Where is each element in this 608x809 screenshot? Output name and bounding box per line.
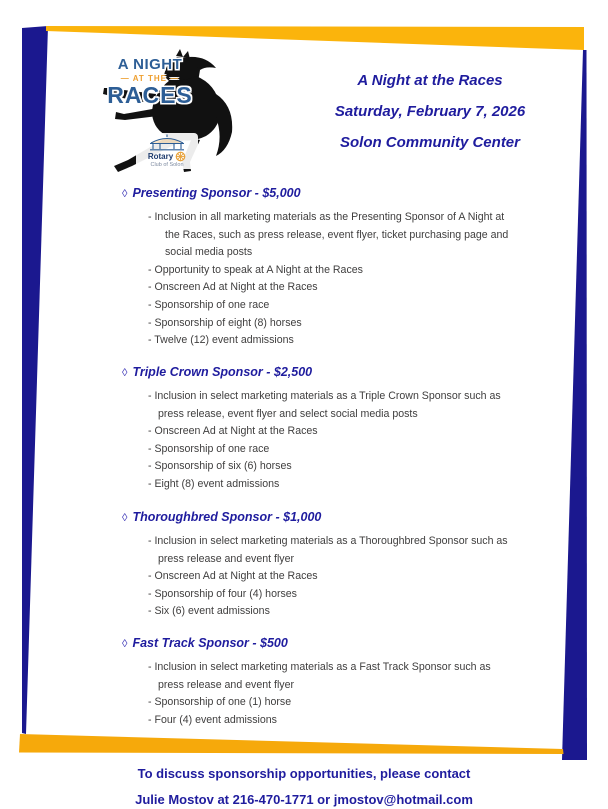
contact-details: Julie Mostov at 216-470-1771 or jmostov@hotmail.com: [135, 792, 473, 807]
section-title: [122, 186, 592, 200]
benefit-line: social media posts: [165, 246, 253, 259]
benefit-line: - Inclusion in select marketing materials as a Thoroughbred Sponsor such as: [148, 535, 508, 547]
section-title-text: Presenting Sponsor - $5,000: [132, 186, 301, 200]
benefit-list: [122, 388, 592, 494]
benefit-line: the Races, such as press release, event flyer, ticket purchasing page and: [165, 228, 509, 241]
benefit-list: [122, 209, 592, 350]
benefit-line: - Inclusion in select marketing materials as a Triple Crown Sponsor such as: [148, 390, 501, 402]
benefit-line: - Eight (8) event admissions: [148, 477, 280, 490]
diamond-bullet-icon: ◊: [122, 367, 128, 379]
benefit-line: - Opportunity to speak at A Night at the Races: [148, 263, 363, 276]
benefit-line: press release and event flyer: [158, 678, 295, 691]
rotary-club-emblem: [136, 133, 198, 169]
logo-wordmark: [102, 56, 198, 109]
diamond-bullet-icon: ◊: [122, 188, 128, 200]
diamond-bullet-icon: ◊: [122, 638, 128, 650]
benefit-line: press release and event flyer: [158, 552, 295, 565]
gazebo-icon: [146, 134, 188, 151]
sponsor-section: [122, 365, 592, 494]
section-title: [122, 636, 592, 650]
benefit-line: - Onscreen Ad at Night at the Races: [148, 281, 318, 294]
event-title: A Night at the Races: [357, 72, 503, 89]
sponsor-section: [122, 510, 592, 621]
benefit-line: - Twelve (12) event admissions: [148, 334, 294, 347]
sponsor-section: [122, 186, 592, 350]
benefit-list: [122, 533, 592, 621]
benefit-list: [122, 659, 592, 729]
contact-intro: To discuss sponsorship opportunities, please contact: [137, 766, 471, 781]
logo-line-a-night: A NIGHT: [117, 56, 183, 73]
benefit-line: - Sponsorship of eight (8) horses: [148, 316, 302, 329]
benefit-line: - Six (6) event admissions: [148, 605, 270, 618]
benefit-line: press release, event flyer and select social media posts: [158, 407, 418, 420]
event-logo: [88, 44, 238, 176]
diamond-bullet-icon: ◊: [122, 512, 128, 524]
rotary-label: Rotary: [147, 152, 174, 161]
rotary-club-name: Club of Solon: [150, 162, 184, 168]
event-header: [322, 72, 538, 165]
benefit-line: - Onscreen Ad at Night at the Races: [148, 425, 318, 438]
benefit-line: - Inclusion in all marketing materials as the Presenting Sponsor of A Night at: [148, 211, 505, 223]
section-title: [122, 510, 592, 524]
section-title-text: Triple Crown Sponsor - $2,500: [132, 365, 313, 379]
benefit-line: - Four (4) event admissions: [148, 713, 277, 726]
bottom-border-bar: [19, 734, 564, 754]
logo-line-races: RACES: [107, 82, 193, 108]
benefit-line: - Inclusion in select marketing materials as a Fast Track Sponsor such as: [148, 661, 491, 673]
section-title-text: Thoroughbred Sponsor - $1,000: [132, 510, 322, 524]
section-title: [122, 365, 592, 379]
benefit-line: - Sponsorship of four (4) horses: [148, 587, 297, 600]
left-border-bar: [22, 26, 48, 734]
event-venue: Solon Community Center: [339, 134, 520, 151]
event-date: Saturday, February 7, 2026: [334, 103, 526, 120]
logo-line-at-the: — AT THE —: [120, 74, 180, 83]
section-title-text: Fast Track Sponsor - $500: [132, 636, 288, 650]
benefit-line: - Sponsorship of one race: [148, 442, 270, 455]
benefit-line: - Sponsorship of one race: [148, 298, 270, 311]
benefit-line: - Onscreen Ad at Night at the Races: [148, 570, 318, 583]
sponsor-section: [122, 636, 592, 729]
contact-footer: [0, 766, 608, 809]
benefit-line: - Sponsorship of six (6) horses: [148, 460, 292, 473]
benefit-line: - Sponsorship of one (1) horse: [148, 696, 292, 709]
rotary-wheel-icon: [175, 151, 186, 162]
